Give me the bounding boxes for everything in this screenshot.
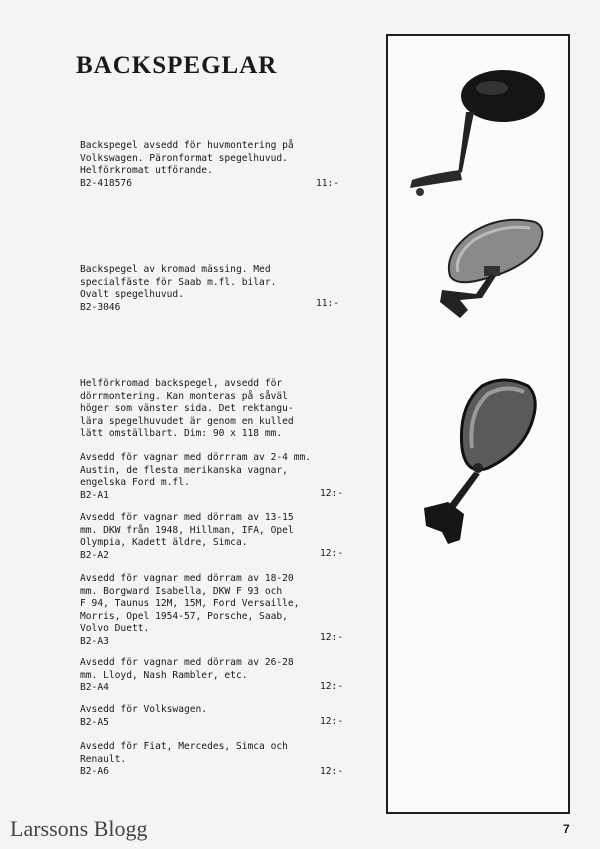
blog-watermark: Larssons Blogg (10, 816, 148, 841)
product-description (80, 264, 348, 314)
description-line: B2-418576 (80, 177, 132, 189)
description-line: Morris, Opel 1954-57, Porsche, Saab, (80, 610, 288, 622)
description-line: F 94, Taunus 12M, 15M, Ford Versaille, (80, 598, 300, 610)
description-line: Volvo Duett. (80, 623, 150, 635)
description-line: Backspegel avsedd för huvmontering på (80, 140, 294, 151)
description-line: B2-A2 (80, 549, 109, 561)
description-line: engelska Ford m.fl. (80, 477, 190, 489)
description-line: Avsedd för vagnar med dörram av 13-15 (80, 512, 294, 523)
description-line: Helförkromad backspegel, avsedd för (80, 378, 283, 389)
description-line: B2-A3 (80, 635, 109, 647)
product-price: 12:- (320, 681, 344, 692)
description-line: Backspegel av kromad mässing. Med (80, 264, 271, 275)
product-description (80, 452, 348, 502)
product-description (80, 573, 348, 649)
product-price: 12:- (320, 548, 344, 559)
description-line: Avsedd för vagnar med dörrram av 2-4 mm. (80, 452, 312, 463)
description-line: höger som vänster sida. Det rektangu- (80, 403, 294, 415)
description-line: lära spegelhuvudet är genom en kulled (80, 415, 294, 427)
page-number: 7 (563, 822, 570, 836)
product-price: 12:- (320, 716, 344, 727)
product-price: 11:- (316, 178, 340, 189)
page-title: BACKSPEGLAR (76, 52, 278, 79)
pear-mirror-image (400, 62, 560, 212)
product-price: 12:- (320, 766, 344, 777)
description-line: Volkswagen. Päronformat spegelhuvud. (80, 152, 288, 164)
product-description (80, 741, 348, 779)
product-price: 11:- (316, 298, 340, 309)
description-line: specialfäste för Saab m.fl. bilar. (80, 276, 277, 288)
description-line: mm. Borgward Isabella, DKW F 93 och (80, 585, 283, 597)
product-description (80, 512, 348, 562)
description-line: B2-A4 (80, 682, 109, 694)
product-price: 12:- (320, 632, 344, 643)
description-line: B2-A5 (80, 716, 109, 728)
product-description (80, 378, 348, 441)
description-line: Avsedd för Volkswagen. (80, 704, 208, 715)
description-line: Avsedd för Fiat, Mercedes, Simca och (80, 741, 288, 752)
rectangular-mirror-image (418, 376, 542, 548)
description-line: Austin, de flesta merikanska vagnar, (80, 464, 288, 476)
product-description (80, 140, 348, 190)
description-line: Ovalt spegelhuvud. (80, 289, 184, 301)
product-description (80, 704, 348, 729)
description-line: mm. DKW från 1948, Hillman, IFA, Opel (80, 524, 294, 536)
product-price: 12:- (320, 488, 344, 499)
description-line: B2-3046 (80, 301, 121, 313)
product-description (80, 657, 348, 695)
description-line: Olympia, Kadett äldre, Simca. (80, 537, 248, 549)
description-line: Helförkromat utförande. (80, 165, 213, 177)
description-line: B2-A1 (80, 489, 109, 501)
description-line: Renault. (80, 753, 127, 765)
description-line: Avsedd för vagnar med dörram av 18-20 (80, 573, 294, 584)
description-line: Avsedd för vagnar med dörram av 26-28 (80, 657, 294, 668)
description-line: lätt omställbart. Dim: 90 x 118 mm. (80, 428, 283, 440)
description-line: B2-A6 (80, 766, 109, 778)
description-line: dörrmontering. Kan monteras på såväl (80, 390, 288, 402)
oval-mirror-image (430, 214, 550, 326)
description-line: mm. Lloyd, Nash Rambler, etc. (80, 669, 248, 681)
